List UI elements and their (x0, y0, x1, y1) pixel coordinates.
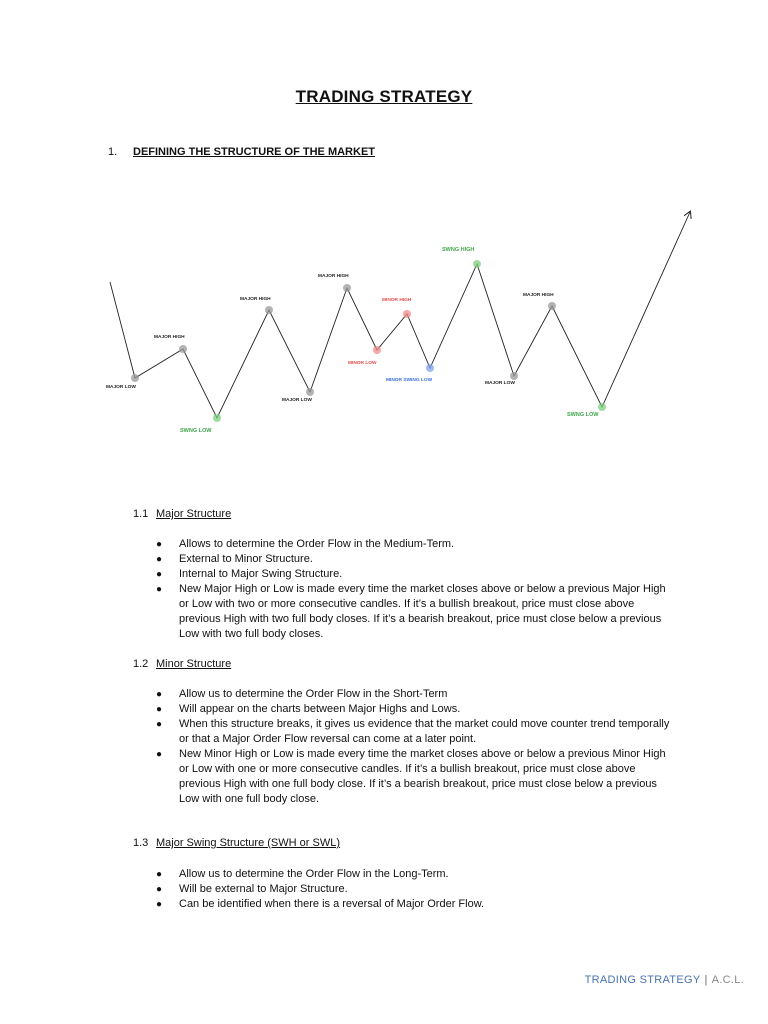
label-major-high: MAJOR HIGH (240, 297, 271, 302)
bullet-icon: ● (156, 869, 163, 880)
bullet-icon: ● (156, 749, 163, 760)
label-major-high: MAJOR HIGH (523, 293, 554, 298)
list-item-text: Can be identified when there is a reversal of Major Order Flow. (179, 898, 485, 910)
list-item (156, 567, 676, 582)
section-title: DEFINING THE STRUCTURE OF THE MARKET (133, 146, 375, 158)
list-item-text: Allow us to determine the Order Flow in the Short-Term (179, 688, 448, 700)
major-high-dot (265, 306, 273, 314)
major-structure-list (156, 537, 676, 642)
list-item-text: New Major High or Low is made every time the market closes above or below a previous Major High or Low with two or more consecutive candles. If it’s a bullish breakout, price must close above previous High with two full body closes. If it’s a bearish breakout, price must close below a previous Low with two full body closes. (179, 583, 666, 640)
list-item-text: New Minor High or Low is made every time the market closes above or below a previous Minor High or Low with one or more consecutive candles. If it’s a bullish breakout, price must close above previous High with one full body close. If it’s a bearish breakout, price must close below a previous Low with one full body close. (179, 748, 666, 805)
subsection-major-structure (133, 508, 231, 520)
bullet-icon: ● (156, 704, 163, 715)
subsection-number: 1.3 (133, 837, 149, 849)
bullet-icon: ● (156, 899, 163, 910)
label-minor-swing-low: MINOR SWING LOW (386, 378, 433, 383)
section-heading (108, 146, 375, 158)
major-low-dot (306, 388, 314, 396)
list-item-text: Will be external to Major Structure. (179, 883, 348, 895)
list-item (156, 717, 676, 747)
bullet-icon: ● (156, 719, 163, 730)
label-swing-high: SWNG HIGH (442, 247, 475, 253)
minor-high-dot (403, 310, 411, 318)
label-minor-high: MINOR HIGH (382, 298, 412, 303)
list-item-text: Internal to Major Swing Structure. (179, 568, 343, 580)
bullet-icon: ● (156, 584, 163, 595)
list-item (156, 747, 676, 807)
list-item-text: Will appear on the charts between Major Highs and Lows. (179, 703, 461, 715)
bullet-icon: ● (156, 539, 163, 550)
subsection-minor-structure (133, 658, 231, 670)
bullet-icon: ● (156, 689, 163, 700)
minor-low-dot (373, 346, 381, 354)
list-item (156, 702, 676, 717)
label-swing-low: SWNG LOW (180, 428, 212, 434)
market-structure-diagram (96, 170, 720, 490)
bullet-icon: ● (156, 884, 163, 895)
list-item (156, 882, 676, 897)
footer-initials: A.C.L. (711, 974, 744, 986)
label-major-low: MAJOR LOW (282, 398, 312, 403)
major-high-dot (548, 302, 556, 310)
label-major-high: MAJOR HIGH (318, 274, 349, 279)
minor-swing-low-dot (426, 364, 434, 372)
label-major-high: MAJOR HIGH (154, 335, 185, 340)
page-footer (585, 974, 744, 986)
subsection-number: 1.2 (133, 658, 149, 670)
label-major-low: MAJOR LOW (106, 385, 136, 390)
subsection-swing-structure (133, 837, 340, 849)
subsection-title: Major Structure (156, 508, 232, 520)
list-item (156, 867, 676, 882)
label-minor-low: MINOR LOW (348, 361, 377, 366)
major-high-dot (343, 284, 351, 292)
swing-high-dot (473, 260, 481, 268)
bullet-icon: ● (156, 554, 163, 565)
market-structure-svg (96, 170, 720, 490)
price-path (110, 212, 690, 418)
swing-low-dot (213, 414, 221, 422)
minor-structure-list (156, 687, 676, 807)
list-item-text: Allow us to determine the Order Flow in the Long-Term. (179, 868, 449, 880)
list-item-text: Allows to determine the Order Flow in the Medium-Term. (179, 538, 455, 550)
label-major-low: MAJOR LOW (485, 381, 515, 386)
list-item (156, 897, 676, 912)
footer-brand: TRADING STRATEGY (584, 974, 701, 986)
section-number: 1. (108, 146, 118, 158)
major-low-dot (510, 372, 518, 380)
subsection-number: 1.1 (133, 508, 149, 520)
list-item (156, 537, 676, 552)
label-swing-low: SWNG LOW (567, 412, 599, 418)
list-item (156, 582, 676, 642)
list-item-text: External to Minor Structure. (179, 553, 313, 565)
major-low-dot (131, 374, 139, 382)
list-item (156, 687, 676, 702)
swing-low-dot (598, 403, 606, 411)
list-item (156, 552, 676, 567)
bullet-icon: ● (156, 569, 163, 580)
footer-separator: | (704, 974, 708, 986)
document-title: TRADING STRATEGY (295, 87, 473, 106)
list-item-text: When this structure breaks, it gives us evidence that the market could move counter trend temporally or that a Major Order Flow reversal can come at a later point. (179, 718, 670, 745)
swing-structure-list (156, 867, 676, 912)
subsection-title: Minor Structure (156, 658, 232, 670)
subsection-title: Major Swing Structure (SWH or SWL) (156, 837, 340, 849)
major-high-dot (179, 345, 187, 353)
